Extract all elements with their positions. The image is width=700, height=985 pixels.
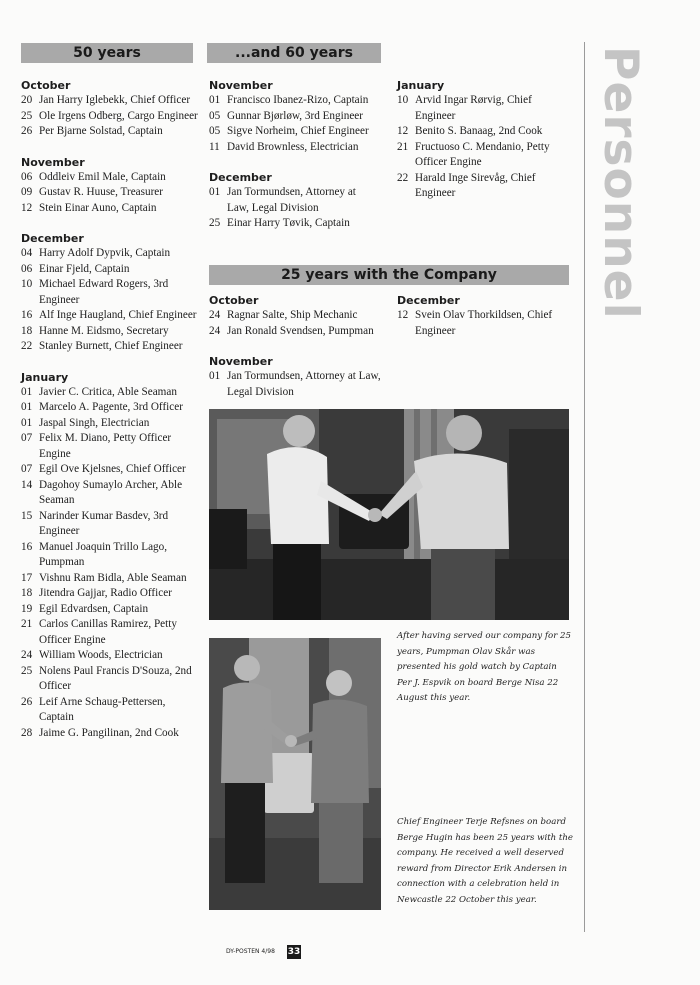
- entry-day: 24: [21, 649, 33, 661]
- list-item: [21, 339, 199, 355]
- entry-text: Ole Irgens Odberg, Cargo Engineer: [39, 109, 198, 122]
- list-item: [21, 571, 199, 587]
- photo-handshake-lounge: [209, 409, 569, 620]
- entry-day: 19: [21, 602, 33, 615]
- entry-day: 01: [209, 94, 221, 106]
- caption-bottom: Chief Engineer Terje Refsnes on board Berge Hugin has been 25 years with the company. He received a well deserved reward from Director Erik Andersen in connection with a celebration held in Newcastle 22 October this year.: [397, 817, 573, 905]
- list-item: [397, 171, 567, 202]
- entry-text: Felix M. Diano, Petty Officer Engine: [39, 432, 172, 460]
- month-heading: November: [209, 79, 273, 92]
- entry-day: 05: [209, 109, 221, 122]
- entry-text: Oddleiv Emil Male, Captain: [39, 170, 166, 183]
- entry-day: 11: [209, 140, 220, 153]
- entry-text: Francisco Ibanez-Rizo, Captain: [227, 94, 369, 106]
- sixty-years-list-a: [209, 78, 379, 247]
- heading-60-years: ...and 60 years: [207, 43, 381, 63]
- month-group: [209, 354, 389, 400]
- entry-day: 18: [21, 587, 33, 599]
- entry-text: Javier C. Critica, Able Seaman: [39, 385, 177, 398]
- entry-text: Vishnu Ram Bidla, Able Seaman: [39, 571, 187, 584]
- entry-day: 24: [209, 309, 221, 321]
- twentyfive-list-b: [397, 293, 567, 354]
- entry-day: 25: [209, 217, 221, 229]
- fifty-years-list: [21, 78, 199, 756]
- month-heading: November: [21, 155, 85, 169]
- entry-day: 09: [21, 186, 33, 198]
- sixty-years-list-b: [397, 78, 567, 217]
- list-item: [397, 93, 567, 124]
- entry-day: 22: [21, 340, 33, 352]
- entry-text: Ragnar Salte, Ship Mechanic: [227, 309, 358, 321]
- entry-text: Michael Edward Rogers, 3rd Engineer: [39, 278, 169, 306]
- month-heading: December: [209, 171, 272, 184]
- month-group: [21, 370, 199, 742]
- entry-text: Harry Adolf Dypvik, Captain: [39, 247, 171, 259]
- entry-text: Per Bjarne Solstad, Captain: [39, 125, 163, 137]
- entry-text: Fructuoso C. Mendanio, Petty Officer Engine: [415, 140, 550, 168]
- entry-text: William Woods, Electrician: [39, 649, 163, 661]
- entry-text: Narinder Kumar Basdev, 3rd Engineer: [39, 509, 169, 537]
- list-item: [21, 385, 199, 401]
- list-item: [21, 648, 199, 664]
- entry-day: 22: [397, 171, 409, 184]
- entry-text: Jan Ronald Svendsen, Pumpman: [227, 324, 374, 337]
- list-item: [21, 324, 199, 340]
- list-item: [21, 478, 199, 509]
- month-group: [209, 170, 379, 232]
- entry-day: 10: [21, 278, 33, 290]
- entry-day: 26: [21, 125, 33, 137]
- month-heading: November: [209, 355, 273, 368]
- entry-text: Manuel Joaquin Trillo Lago, Pumpman: [39, 540, 168, 568]
- entry-day: 25: [21, 664, 33, 677]
- entry-text: Jitendra Gajjar, Radio Officer: [39, 587, 172, 599]
- entry-text: Gustav R. Huuse, Treasurer: [39, 186, 163, 198]
- entry-day: 14: [21, 478, 33, 491]
- list-item: [209, 140, 379, 156]
- month-heading: January: [397, 79, 445, 92]
- list-item: [21, 109, 199, 125]
- entry-day: 01: [21, 416, 33, 429]
- month-group: [21, 155, 199, 217]
- entry-day: 04: [21, 247, 33, 259]
- list-item: [21, 185, 199, 201]
- entry-day: 20: [21, 94, 33, 106]
- entry-day: 06: [21, 170, 33, 183]
- entry-text: Alf Inge Haugland, Chief Engineer: [39, 309, 197, 321]
- list-item: [21, 170, 199, 186]
- margin-rule: [584, 42, 585, 932]
- list-item: [209, 324, 389, 340]
- list-item: [209, 93, 379, 109]
- heading-50-years: 50 years: [21, 43, 193, 63]
- list-item: [21, 431, 199, 462]
- page-number: 33: [287, 947, 301, 957]
- entry-text: Gunnar Bjørløw, 3rd Engineer: [227, 109, 363, 122]
- entry-day: 16: [21, 540, 33, 553]
- entry-text: Jan Tormundsen, Attorney at Law, Legal Division: [227, 370, 381, 398]
- list-item: [209, 109, 379, 125]
- list-item: [209, 308, 389, 324]
- entry-text: Nolens Paul Francis D'Souza, 2nd Officer: [39, 664, 192, 692]
- entry-text: Benito S. Banaag, 2nd Cook: [415, 125, 543, 137]
- entry-text: Einar Harry Tøvik, Captain: [227, 217, 350, 229]
- list-item: [21, 416, 199, 432]
- month-heading: December: [21, 232, 84, 245]
- entry-day: 01: [21, 401, 33, 413]
- list-item: [21, 201, 199, 217]
- month-heading: October: [21, 79, 71, 92]
- entry-text: Jaime G. Pangilinan, 2nd Cook: [39, 726, 179, 739]
- entry-text: Egil Ove Kjelsnes, Chief Officer: [39, 463, 186, 475]
- entry-text: Sigve Norheim, Chief Engineer: [227, 125, 369, 137]
- list-item: [397, 140, 567, 171]
- list-item: [21, 262, 199, 278]
- entry-day: 12: [397, 309, 409, 321]
- entry-day: 25: [21, 109, 33, 122]
- entry-text: Egil Edvardsen, Captain: [39, 602, 149, 615]
- entry-text: Jan Tormundsen, Attorney at Law, Legal Division: [227, 186, 356, 214]
- month-group: [209, 293, 389, 339]
- list-item: [397, 124, 567, 140]
- entry-text: Einar Fjeld, Captain: [39, 262, 130, 275]
- entry-text: Jan Harry Iglebekk, Chief Officer: [39, 94, 191, 106]
- entry-text: Stanley Burnett, Chief Engineer: [39, 340, 183, 352]
- entry-text: David Brownless, Electrician: [227, 140, 359, 153]
- month-heading: December: [397, 294, 460, 307]
- caption-top: After having served our company for 25 years, Pumpman Olav Skår was presented his gold watch by Captain Per J. Espvik on board Berge Nisa 22 August this year.: [397, 631, 571, 704]
- entry-day: 07: [21, 463, 33, 475]
- entry-day: 01: [21, 385, 33, 398]
- entry-day: 15: [21, 509, 33, 522]
- entry-day: 26: [21, 695, 33, 708]
- month-group: [397, 293, 567, 339]
- entry-text: Marcelo A. Pagente, 3rd Officer: [39, 401, 183, 413]
- list-item: [21, 308, 199, 324]
- entry-text: Svein Olav Thorkildsen, Chief Engineer: [415, 309, 553, 337]
- list-item: [21, 664, 199, 695]
- list-item: [21, 124, 199, 140]
- section-title: Personnel: [593, 46, 648, 320]
- entry-day: 21: [397, 140, 409, 153]
- entry-day: 21: [21, 618, 33, 630]
- entry-text: Arvid Ingar Rørvig, Chief Engineer: [415, 94, 532, 122]
- month-group: [21, 231, 199, 355]
- twentyfive-list-a: [209, 293, 389, 415]
- footer-publication: DY-POSTEN 4/98: [226, 948, 275, 955]
- entry-day: 16: [21, 309, 33, 321]
- entry-day: 06: [21, 262, 33, 275]
- entry-day: 24: [209, 324, 221, 337]
- list-item: [209, 216, 379, 232]
- entry-text: Harald Inge Sirevåg, Chief Engineer: [415, 171, 536, 199]
- list-item: [21, 726, 199, 742]
- entry-text: Dagohoy Sumaylo Archer, Able Seaman: [39, 478, 183, 506]
- list-item: [21, 277, 199, 308]
- list-item: [209, 185, 379, 216]
- entry-day: 12: [21, 201, 33, 214]
- list-item: [209, 124, 379, 140]
- entry-day: 01: [209, 186, 221, 198]
- list-item: [21, 246, 199, 262]
- list-item: [21, 509, 199, 540]
- list-item: [21, 400, 199, 416]
- heading-25-years: 25 years with the Company: [209, 265, 569, 285]
- list-item: [21, 540, 199, 571]
- entry-day: 17: [21, 571, 33, 584]
- list-item: [21, 602, 199, 618]
- list-item: [21, 695, 199, 726]
- month-group: [209, 78, 379, 155]
- entry-day: 05: [209, 125, 221, 137]
- month-heading: January: [21, 370, 69, 384]
- entry-text: Carlos Canillas Ramirez, Petty Officer Engine: [39, 618, 177, 646]
- list-item: [21, 617, 199, 648]
- list-item: [21, 462, 199, 478]
- list-item: [21, 93, 199, 109]
- list-item: [397, 308, 567, 339]
- entry-day: 01: [209, 370, 221, 382]
- entry-day: 07: [21, 432, 33, 444]
- month-group: [397, 78, 567, 202]
- month-heading: October: [209, 294, 259, 307]
- list-item: [209, 369, 389, 400]
- entry-text: Stein Einar Auno, Captain: [39, 201, 157, 214]
- entry-text: Jaspal Singh, Electrician: [39, 416, 150, 429]
- entry-day: 10: [397, 94, 409, 106]
- entry-day: 18: [21, 324, 33, 337]
- entry-day: 28: [21, 726, 33, 739]
- month-group: [21, 78, 199, 140]
- photo-handshake-suits: [209, 638, 381, 910]
- entry-day: 12: [397, 125, 409, 137]
- entry-text: Leif Arne Schaug-Pettersen, Captain: [39, 695, 166, 723]
- entry-text: Hanne M. Eidsmo, Secretary: [39, 324, 169, 337]
- list-item: [21, 586, 199, 602]
